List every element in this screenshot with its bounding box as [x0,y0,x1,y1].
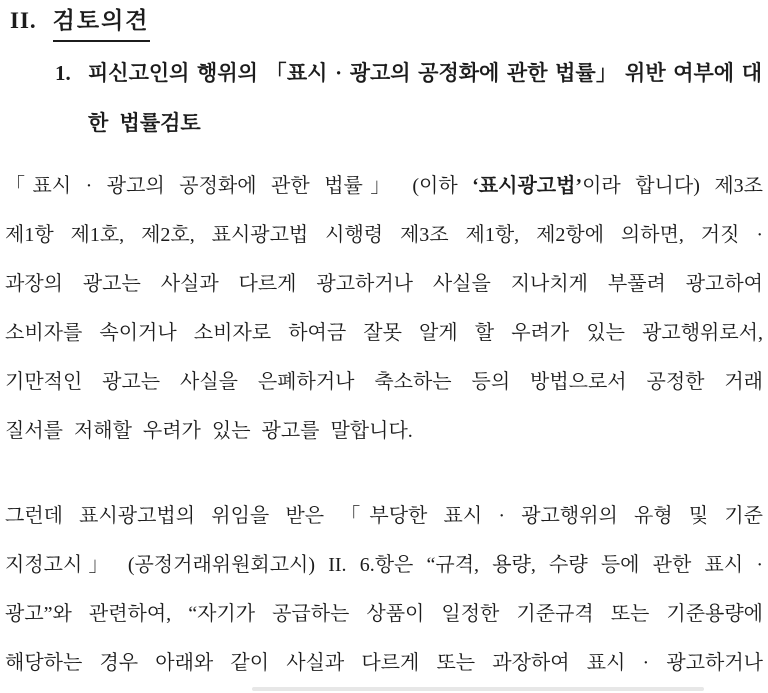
section-title: 검토의견 [53,4,150,42]
paragraph-notice-citation [5,492,763,688]
text-segment-bold: ‘표시광고법’ [472,175,583,197]
text-line: 지정고시」 (공정거래위원회고시) II. 6.항은 “규격, 용량, 수량 등에 관한 표시 · [5,554,763,576]
text-line: 제1항 제1호, 제2호, 표시광고법 시행령 제3조 제1항, 제2항에 의하면, 거짓 · [5,224,763,246]
text-line [5,162,763,211]
text-line: 질서를 저해할 우려가 있는 광고를 말합니다. [5,420,413,442]
subsection-title-line: 피신고인의 행위의 「표시 · 광고의 공정화에 관한 법률」 위반 여부에 대 [88,61,762,85]
text-segment: 「표시 · 광고의 공정화에 관한 법률」 (이하 [5,175,473,197]
cutoff-next-line [252,687,704,691]
section-number: II. [10,8,37,33]
subsection-title-line: 한 법률검토 [88,111,201,135]
subsection-heading [55,48,762,148]
text-line: 과장의 광고는 사실과 다르게 광고하거나 사실을 지나치게 부풀려 광고하여 [5,273,763,295]
text-line: 그런데 표시광고법의 위임을 받은 「부당한 표시 · 광고행위의 유형 및 기준 [5,505,763,527]
subsection-number: 1. [55,61,71,85]
text-line: 기만적인 광고는 사실을 은폐하거나 축소하는 등의 방법으로서 공정한 거래 [5,371,763,393]
text-line: 광고”와 관련하여, “자기가 공급하는 상품이 일정한 기준규격 또는 기준용량에 [5,603,763,625]
paragraph-legal-definition [5,162,763,456]
section-heading [10,4,150,42]
text-line: 소비자를 속이거나 소비자로 하여금 잘못 알게 할 우려가 있는 광고행위로서, [5,322,763,344]
text-line: 해당하는 경우 아래와 같이 사실과 다르게 또는 과장하여 표시 · 광고하거나 [5,652,763,674]
text-segment: 이라 합니다) 제3조 [582,175,763,197]
